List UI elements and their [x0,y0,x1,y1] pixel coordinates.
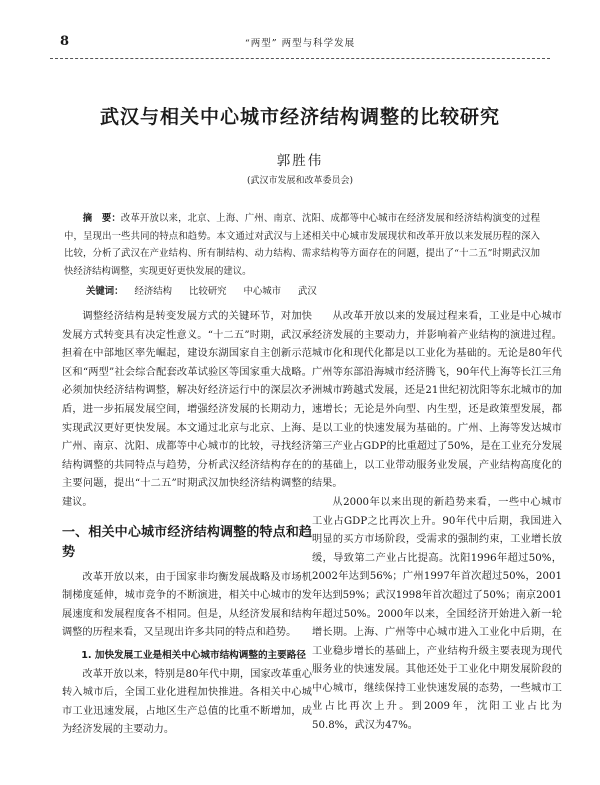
section-paragraph: 改革开放以来，由于国家非均衡发展战略及市场机制梯度延伸，城市竞争的不断演进，相关中心城市的发展速度和发展程度各不相同。但是，从经济发展和结构调整的历程来看，又呈现出许多共同的特点和趋势。 [62,571,312,639]
keyword: 武汉 [298,286,317,297]
subsection-paragraph: 改革开放以来，特别是80年代中期，国家改革重心转入城市后，全国工业化进程加快推进。各相关中心城市工业迅速发展，占地区生产总值的比重不断增加，成为经济发展的主要动力。 [62,668,312,736]
keyword: 中心城市 [243,286,282,297]
intro-paragraph: 调整经济结构是转变发展方式的关键环节，对加快发展方式转变具有决定性意义。“十二五”时期，武汉承担着在中部地区率先崛起，建设东湖国家自主创新示范区和“两型”社会综合配套改革试验区等国家重大战略。必须加快经济结构调整，解决好经济运行中的深层次矛盾，进一步拓展发展空间，增强经济发展的长期动力，实现武汉更好更快发展。本文通过北京与北京、上海、广州、南京、沈阳、成都等中心城市的比较，寻找经济结构调整的共同特点与趋势，分析武汉经济结构存在的主要问题，提出“十二五”时期武汉加快经济结构调整的建议。 [62,311,312,508]
page-number: 8 [60,34,70,49]
article-title: 武汉与相关中心城市经济结构调整的比较研究 [99,106,500,128]
body-paragraph: 从2000年以来出现的新趋势来看，一些中心城市工业占GDP之比再次上升。90年代中后期，我国进入明显的买方市场阶段，受需求的强制约束，工业增长放缓，导致第二产业占比提高。沈阳1996年超过50%，2002年达到56%；广州1997年首次超过50%，2001年达到59%；武汉1998年首次超过了50%；南京2001年超过50%。2000年以来，全国经济开始进入新一轮增长期。上海、广州等中心城市进入工业化中后期，在工业稳步增长的基础上，产业结构升级主要表现为现代服务业的快速发展。其他还处于工业化中期发展阶段的中心城市，继续保持工业快速发展的态势，一些城市工业占比再次上升。到2009年，沈阳工业占比为50.8%，武汉为47%。 [312,496,562,732]
abstract-text: 改革开放以来，北京、上海、广州、南京、沈阳、成都等中心城市在经济发展和经济结构演变的过程中，呈现出一些共同的特点和趋势。本文通过对武汉与上述相关中心城市发展现状和改革开放以来发展历程的深入比较，分析了武汉在产业结构、所有制结构、动力结构、需求结构等方面存在的问题，提出了“十二五”时期武汉加快经济结构调整，实现更好更快发展的建议。 [64,213,540,277]
subsection-heading: 1. 加快发展工业是相关中心城市结构调整的主要路径 [81,649,306,661]
running-header [48,34,552,50]
keyword: 经济结构 [134,286,173,297]
keyword: 比较研究 [189,286,227,297]
keywords [86,283,540,297]
abstract-label: 摘 要： [82,213,121,224]
journal-title: “两型” 两型与科学发展 [244,38,356,49]
keywords-label: 关键词： [86,286,124,297]
abstract [64,210,540,280]
right-column [312,308,562,736]
header-divider [50,58,550,59]
body-paragraph: 从改革开放以来的发展过程来看，工业是中心城市经济发展的主要动力，并影响着产业结构的演进过程。城市化和现代化都是以工业化为基础的。无论是80年代广州等东部沿海城市经济腾飞，90年代上海等长江三角洲城市跨越式发展，还是21世纪初沈阳等东北城市的加速增长；无论是外向型、内生型，还是政策型发展，都是以工业的快速发展为基础的。广州、上海等发达城市第三产业占GDP的比重超过了50%，是在工业充分发展的基础上，以工业带动服务业发展，产业结构高度化的结果。 [312,311,562,490]
author-name: 郭胜伟 [276,153,324,169]
left-column [62,308,312,740]
author-affiliation: (武汉市发展和改革委员会) [246,176,354,186]
section-heading: 一、相关中心城市经济结构调整的特点和趋势 [62,524,312,560]
